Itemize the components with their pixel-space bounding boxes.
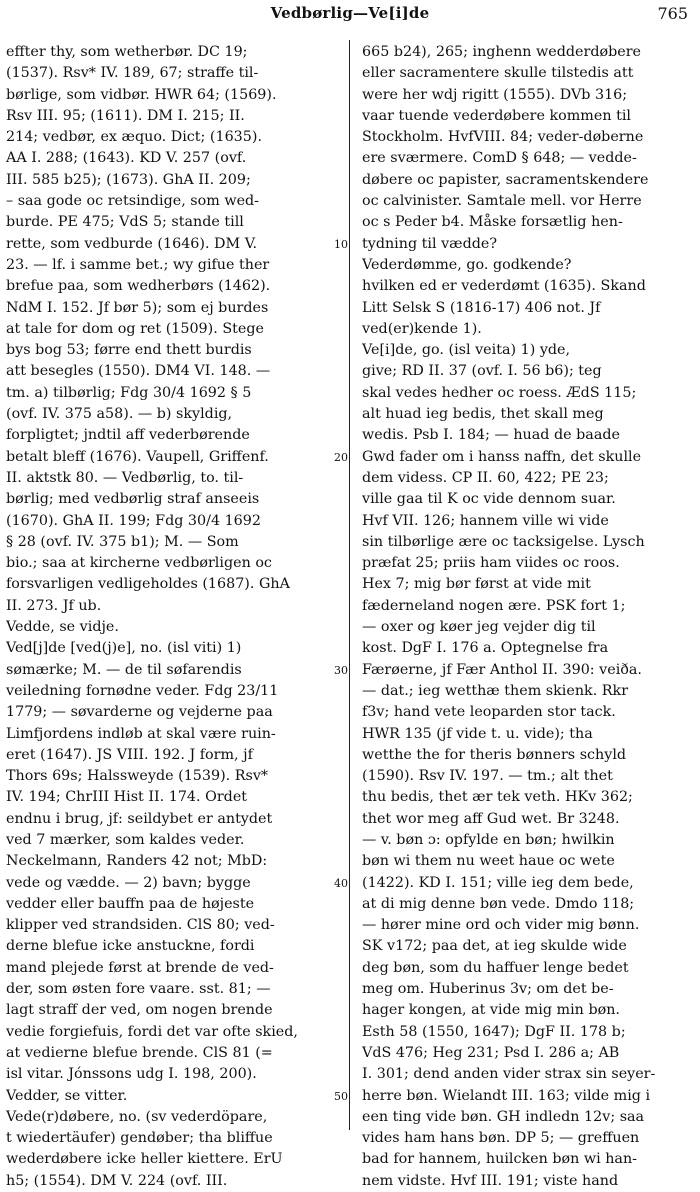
text-line: Vedde, se vidje. bbox=[6, 619, 119, 636]
text-line: Rsv III. 95; (1611). DM I. 215; II. bbox=[6, 107, 245, 124]
text-line: børlige, som vidbør. HWR 64; (1569). bbox=[6, 86, 277, 103]
text-line: thu bedis, thet ær tek veth. HKv 362; bbox=[362, 789, 633, 806]
text-line: een ting vide bøn. GH indledn 12v; saa bbox=[362, 1108, 645, 1125]
text-line: AA I. 288; (1643). KD V. 257 (ovf. bbox=[6, 150, 247, 167]
text-line: Limfjordens indløb at skal være ruin- bbox=[6, 725, 276, 742]
text-line: (1670). GhA II. 199; Fdg 30/4 1692 bbox=[6, 512, 261, 529]
text-line: — oxer og køer jeg vejder dig til bbox=[362, 619, 596, 636]
page-title: Vedbørlig—Ve[i]de bbox=[270, 4, 430, 22]
text-line: Esth 58 (1550, 1647); DgF II. 178 b; bbox=[362, 1023, 626, 1040]
text-line: wedis. Psb I. 184; — huad de baade bbox=[362, 427, 620, 444]
text-line: I. 301; dend anden vider strax sin seyer- bbox=[362, 1066, 656, 1083]
text-line: brefue paa, som wedherbørs (1462). bbox=[6, 278, 271, 295]
text-line: give; RD II. 37 (ovf. I. 56 b6); teg bbox=[362, 363, 602, 380]
text-line: alt huad ieg bedis, thet skall meg bbox=[362, 406, 604, 423]
text-line: oc calvinister. Samtale mell. vor Herre bbox=[362, 193, 642, 210]
text-line: tydning til vædde? bbox=[362, 235, 498, 252]
left-column bbox=[6, 42, 336, 1192]
text-line: oc s Peder b4. Måske forsætlig hen- bbox=[362, 214, 623, 231]
text-line: IV. 194; ChrIII Hist II. 174. Ordet bbox=[6, 789, 248, 806]
text-line: Gwd fader om i hanss naffn, det skulle bbox=[362, 448, 642, 465]
text-line: forpligtet; jndtil aff vederbørende bbox=[6, 427, 250, 444]
text-line: ved(er)kende 1). bbox=[362, 320, 482, 337]
text-line: hager kongen, at vide mig min bøn. bbox=[362, 1002, 620, 1019]
text-line: f3v; hand vete leoparden stor tack. bbox=[362, 704, 616, 721]
text-line: 665 b24), 265; inghenn wedderdøbere bbox=[362, 44, 642, 60]
text-line: Hvf VII. 126; hannem ville wi vide bbox=[362, 512, 609, 529]
line-number: 40 bbox=[334, 876, 348, 890]
text-line: III. 585 b25); (1673). GhA II. 209; bbox=[6, 171, 251, 188]
text-line: burde. PE 475; VdS 5; stande till bbox=[6, 214, 244, 231]
text-line: (1537). Rsv* IV. 189, 67; straffe til- bbox=[6, 65, 259, 82]
text-line: deg bøn, som du haffuer lenge bedet bbox=[362, 959, 629, 976]
text-line: SK v172; paa det, at ieg skulde wide bbox=[362, 938, 627, 955]
text-line: II. 273. Jf ub. bbox=[6, 597, 102, 614]
text-line: Vede(r)døbere, no. (sv vederdöpare, bbox=[6, 1108, 268, 1125]
text-line: Thors 69s; Halssweyde (1539). Rsv* bbox=[6, 768, 269, 785]
text-line: wederdøbere icke heller kiettere. ErU bbox=[6, 1151, 283, 1168]
line-number: 30 bbox=[334, 663, 348, 677]
running-header bbox=[0, 4, 700, 28]
text-line: vedder eller bauffn paa de højeste bbox=[6, 895, 255, 912]
text-line: (1590). Rsv IV. 197. — tm.; alt thet bbox=[362, 768, 613, 785]
text-line: herre bøn. Wielandt III. 163; vilde mig i bbox=[362, 1087, 651, 1104]
text-line: meg om. Huberinus 3v; om det be- bbox=[362, 981, 614, 998]
line-number: 20 bbox=[334, 450, 348, 464]
text-line: ere sværmere. ComD § 648; — vedde- bbox=[362, 150, 637, 167]
text-line: at di mig denne bøn vede. Dmdo 118; bbox=[362, 895, 635, 912]
text-line: klipper ved strandsiden. ClS 80; ved- bbox=[6, 917, 275, 934]
text-line: kost. DgF I. 176 a. Optegnelse fra bbox=[362, 640, 609, 657]
text-line: — dat.; ieg wetthæ them skienk. Rkr bbox=[362, 682, 629, 699]
text-line: Ve[i]de, go. (isl veita) 1) yde, bbox=[362, 342, 571, 359]
text-line: 1779; — søvarderne og vejderne paa bbox=[6, 704, 273, 721]
text-line: endnu i brug, jf: seildybet er antydet bbox=[6, 810, 273, 827]
text-line: eller sacramentere skulle tilstedis att bbox=[362, 65, 634, 82]
text-line: døbere oc papister, sacramentskendere bbox=[362, 171, 649, 188]
text-line: ville gaa til K oc vide dennom suar. bbox=[362, 491, 616, 508]
text-line: lagt straff der ved, om nogen brende bbox=[6, 1002, 273, 1019]
text-line: eret (1647). JS VIII. 192. J form, jf bbox=[6, 746, 253, 763]
text-line: betalt bleff (1676). Vaupell, Griffenf. bbox=[6, 448, 269, 465]
text-line: h5; (1554). DM V. 224 (ovf. III. bbox=[6, 1172, 228, 1189]
text-line: vede og vædde. — 2) bavn; bygge bbox=[6, 874, 251, 891]
text-line: sømærke; M. — de til søfarendis bbox=[6, 661, 242, 678]
text-line: bys bog 53; førre end thett burdis bbox=[6, 342, 252, 359]
text-line: Hex 7; mig bør først at vide mit bbox=[362, 576, 591, 593]
text-line: tm. a) tilbørlig; Fdg 30/4 1692 § 5 bbox=[6, 384, 252, 401]
text-line: vides ham hans bøn. DP 5; — greffuen bbox=[362, 1130, 640, 1147]
text-line: bøn wi them nu weet haue oc wete bbox=[362, 853, 615, 870]
text-line: – saa gode oc retsindige, som wed- bbox=[6, 193, 260, 210]
text-line: thet wor meg aff Gud wet. Br 3248. bbox=[362, 810, 620, 827]
page-number: 765 bbox=[657, 4, 688, 23]
text-line: skal vedes hedher oc roess. ÆdS 115; bbox=[362, 384, 637, 401]
text-line: Stockholm. HvfVIII. 84; veder-døberne bbox=[362, 129, 644, 146]
text-line: vaar tuende vederdøbere kommen til bbox=[362, 107, 631, 124]
text-line: isl vitar. Jónssons udg I. 198, 200). bbox=[6, 1066, 257, 1083]
text-line: præfat 25; priis ham viides oc roos. bbox=[362, 555, 620, 572]
text-line: dem videss. CP II. 60, 422; PE 23; bbox=[362, 469, 609, 486]
text-line: veiledning fornødne veder. Fdg 23/11 bbox=[6, 682, 279, 699]
text-line: rette, som vedburde (1646). DM V. bbox=[6, 235, 258, 252]
text-line: VdS 476; Heg 231; Psd I. 286 a; AB bbox=[362, 1044, 620, 1061]
text-line: Litt Selsk S (1816-17) 406 not. Jf bbox=[362, 299, 601, 316]
text-line: § 28 (ovf. IV. 375 b1); M. — Som bbox=[6, 533, 239, 550]
text-line: forsvarligen vedligeholdes (1687). GhA bbox=[6, 576, 290, 593]
text-line: bad for hannem, huilcken bøn wi han- bbox=[362, 1151, 637, 1168]
text-line: Neckelmann, Randers 42 not; MbD: bbox=[6, 853, 268, 870]
text-line: Vederdømme, go. godkende? bbox=[362, 256, 572, 273]
text-line: Færøerne, jf Fær Anthol II. 390: veiða. bbox=[362, 661, 642, 678]
text-line: — v. bøn ɔ: opfylde en bøn; hwilkin bbox=[362, 831, 615, 848]
text-line: were her wdj rigitt (1555). DVb 316; bbox=[362, 86, 628, 103]
text-line: at vedierne blefue brende. ClS 81 (= bbox=[6, 1044, 273, 1061]
text-line: fæderneland nogen ære. PSK fort 1; bbox=[362, 597, 626, 614]
text-line: 214; vedbør, ex æquo. Dict; (1635). bbox=[6, 129, 262, 146]
text-line: 23. — lf. i samme bet.; wy gifue ther bbox=[6, 256, 270, 273]
text-line: t wiedertäufer) gendøber; tha bliffue bbox=[6, 1130, 273, 1147]
text-line: HWR 135 (jf vide t. u. vide); tha bbox=[362, 725, 593, 742]
text-line: NdM I. 152. Jf bør 5); som ej burdes bbox=[6, 299, 269, 316]
line-number: 50 bbox=[334, 1089, 348, 1103]
right-column bbox=[362, 42, 696, 1192]
text-line: bio.; saa at kircherne vedbørligen oc bbox=[6, 555, 272, 572]
text-line: børlig; med vedbørlig straf anseeis bbox=[6, 491, 260, 508]
column-divider bbox=[349, 40, 350, 1130]
text-line: vedie forgiefuis, fordi det var ofte skied, bbox=[6, 1023, 298, 1040]
text-line: der, som østen fore vaare. sst. 81; — bbox=[6, 981, 271, 998]
text-line: II. aktstk 80. — Vedbørlig, to. til- bbox=[6, 469, 244, 486]
text-line: hvilken ed er vederdømt (1635). Skand bbox=[362, 278, 646, 295]
text-line: wetthe the for theris bønners schyld bbox=[362, 746, 627, 763]
text-line: att besegles (1550). DM4 VI. 148. — bbox=[6, 363, 271, 380]
text-line: sin tilbørlige ære oc tacksigelse. Lysch bbox=[362, 533, 645, 550]
text-line: (ovf. IV. 375 a58). — b) skyldig, bbox=[6, 406, 233, 423]
text-line: Ved[j]de [ved(j)e], no. (isl viti) 1) bbox=[6, 640, 242, 657]
text-line: effter thy, som wetherbør. DC 19; bbox=[6, 44, 248, 60]
line-number: 10 bbox=[334, 237, 348, 251]
text-line: mand plejede først at brende de ved- bbox=[6, 959, 274, 976]
text-line: — hører mine ord och vider mig bønn. bbox=[362, 917, 640, 934]
text-line: (1422). KD I. 151; ville ieg dem bede, bbox=[362, 874, 634, 891]
text-line: ved 7 mærker, som kaldes veder. bbox=[6, 831, 245, 848]
text-line: nem vidste. Hvf III. 191; viste hand bbox=[362, 1172, 619, 1189]
text-line: Vedder, se vitter. bbox=[6, 1087, 128, 1104]
text-line: at tale for dom og ret (1509). Stege bbox=[6, 320, 264, 337]
text-line: derne blefue icke anstuckne, fordi bbox=[6, 938, 255, 955]
